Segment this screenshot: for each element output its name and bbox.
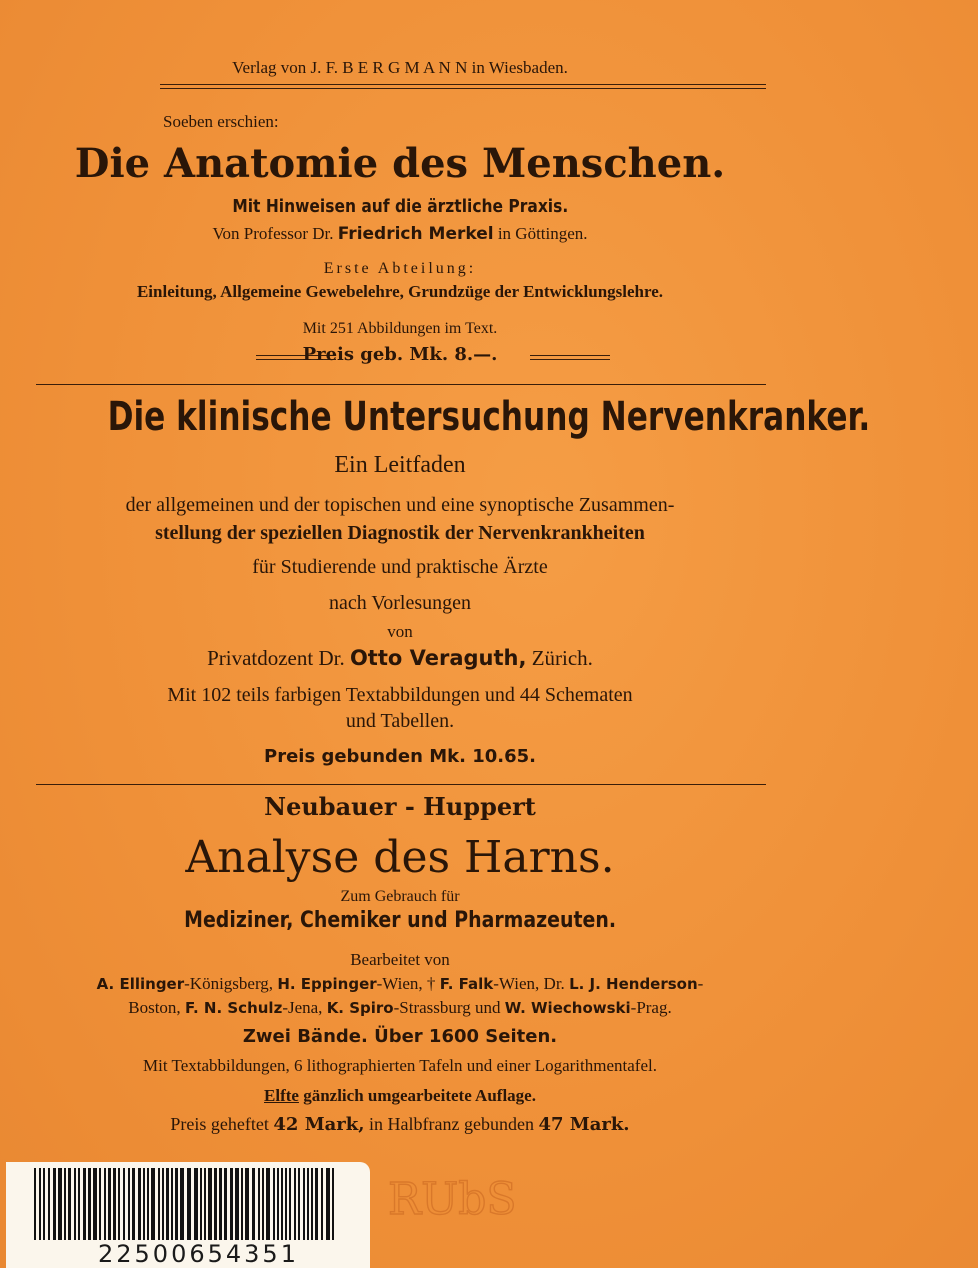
barcode-bar	[235, 1168, 239, 1240]
barcode-bar	[258, 1168, 260, 1240]
book2-title: Die klinische Untersuchung Nervenkranker.	[107, 394, 871, 440]
library-stamp	[384, 1166, 517, 1226]
barcode-bar	[252, 1168, 255, 1240]
contributor-place: -Prag.	[630, 998, 672, 1017]
contributor-name: F. Falk	[439, 975, 494, 993]
barcode-bar	[332, 1168, 334, 1240]
barcode-bar	[138, 1168, 141, 1240]
header-double-rule	[160, 84, 766, 85]
contributor-place: -Königsberg,	[184, 974, 278, 993]
book3-title: Analyse des Harns.	[185, 832, 615, 883]
barcode-bar	[108, 1168, 111, 1240]
barcode-bar	[99, 1168, 101, 1240]
book3-illustrations: Mit Textabbildungen, 6 lithographierten Tafeln und einer Logarithmentafel.	[143, 1056, 657, 1075]
book1-part: Erste Abteilung:	[323, 260, 477, 277]
book2-line4: nach Vorlesungen	[328, 592, 471, 614]
book2-lead: Ein Leitfaden	[334, 452, 466, 478]
book1-illustrations: Mit 251 Abbildungen im Text.	[302, 320, 498, 337]
book2-author: Privatdozent Dr. Otto Veraguth, Zürich.	[207, 646, 593, 670]
barcode-bar	[147, 1168, 149, 1240]
barcode-bar	[204, 1168, 206, 1240]
barcode-bar	[298, 1168, 300, 1240]
barcode-bar	[104, 1168, 106, 1240]
barcode-bar	[311, 1168, 313, 1240]
section-divider-1	[36, 384, 766, 385]
barcode-bar	[175, 1168, 178, 1240]
barcode-bar	[326, 1168, 330, 1240]
book3-contributors-1	[0, 974, 800, 994]
book1-contents: Einleitung, Allgemeine Gewebelehre, Grundzüge der Entwicklungslehre.	[136, 282, 664, 301]
barcode-bar	[34, 1168, 36, 1240]
barcode-bar	[219, 1168, 222, 1240]
barcode-bar	[88, 1168, 91, 1240]
barcode-bar	[43, 1168, 45, 1240]
book1-price: Preis geb. Mk. 8.—.	[302, 344, 498, 365]
contributor-name: F. N. Schulz	[184, 999, 283, 1017]
contributor-place: -Wien, Dr.	[493, 974, 570, 993]
book3-edition: Elfte gänzlich umgearbeitete Auflage.	[264, 1086, 536, 1105]
book3-price: Preis geheftet 42 Mark, in Halbfranz gebunden 47 Mark.	[170, 1114, 630, 1135]
contributor-place: -Strassburg und	[393, 998, 505, 1017]
barcode-bar	[200, 1168, 202, 1240]
barcode-bar	[166, 1168, 169, 1240]
book1-subtitle: Mit Hinweisen auf die ärztliche Praxis.	[232, 196, 568, 217]
contributor-name: K. Spiro	[326, 999, 394, 1017]
barcode-bar	[214, 1168, 217, 1240]
barcode-bar	[58, 1168, 62, 1240]
barcode-bar	[74, 1168, 76, 1240]
barcode-bar	[321, 1168, 323, 1240]
contributor-name: A. Ellinger	[96, 975, 185, 993]
barcode-bar	[64, 1168, 66, 1240]
barcode-bar	[281, 1168, 283, 1240]
book3-authors: Neubauer - Huppert	[264, 792, 536, 821]
price-rule-right	[530, 355, 610, 356]
barcode-bar	[285, 1168, 287, 1240]
barcode-bar	[262, 1168, 264, 1240]
contributor-name: L. J. Henderson	[569, 975, 698, 993]
stamp-text: RUbS	[388, 1174, 517, 1225]
barcode-bar	[93, 1168, 97, 1240]
barcode-bar	[48, 1168, 50, 1240]
barcode-bar	[208, 1168, 212, 1240]
book2-line1: der allgemeinen und der topischen und eine synoptische Zusammen-	[125, 494, 675, 516]
contributor-place: -Jena,	[282, 998, 327, 1017]
barcode-bar	[194, 1168, 198, 1240]
barcode-bar	[78, 1168, 80, 1240]
barcode-number: 22500654351	[98, 1240, 299, 1268]
barcode-bar	[132, 1168, 135, 1240]
contributor-place: Boston,	[128, 998, 185, 1017]
barcode-bar	[123, 1168, 125, 1240]
barcode-bar	[241, 1168, 243, 1240]
barcode-bar	[315, 1168, 318, 1240]
book2-illustrations-2: und Tabellen.	[345, 710, 455, 732]
barcode-bar	[162, 1168, 164, 1240]
barcode-bar	[151, 1168, 155, 1240]
book1-author: Von Professor Dr. Friedrich Merkel in Göttingen.	[212, 224, 588, 244]
book3-audience: Mediziner, Chemiker und Pharmazeuten.	[184, 908, 616, 933]
book2-line2: stellung der speziellen Diagnostik der Nervenkrankheiten	[155, 522, 645, 544]
publisher-header: Verlag von J. F. B E R G M A N N in Wiesbaden.	[232, 58, 568, 77]
barcode-bar	[68, 1168, 71, 1240]
barcode-bar	[158, 1168, 160, 1240]
barcode-bar	[143, 1168, 145, 1240]
barcode-bar	[128, 1168, 130, 1240]
book3-contributors-2	[0, 998, 800, 1018]
barcode-bar	[83, 1168, 86, 1240]
barcode-bar	[303, 1168, 305, 1240]
barcode-bar	[39, 1168, 41, 1240]
book2-von: von	[387, 622, 413, 641]
barcode-bar	[307, 1168, 309, 1240]
contributor-place: -Wien, †	[376, 974, 440, 993]
barcode-bar	[294, 1168, 296, 1240]
contributor-place: -	[697, 974, 704, 993]
book2-price: Preis gebunden Mk. 10.65.	[264, 746, 536, 767]
barcode-bar	[289, 1168, 291, 1240]
book3-bearbeitet: Bearbeitet von	[350, 950, 450, 969]
barcode-bar	[266, 1168, 270, 1240]
book2-illustrations-1: Mit 102 teils farbigen Textabbildungen und 44 Schematen	[167, 684, 633, 706]
intro-label: Soeben erschien:	[163, 112, 279, 131]
barcode-bar	[230, 1168, 233, 1240]
contributor-name: H. Eppinger	[277, 975, 377, 993]
section-divider-2	[36, 784, 766, 785]
barcode-bar	[118, 1168, 120, 1240]
barcode-icon	[34, 1168, 342, 1240]
book1-title: Die Anatomie des Menschen.	[74, 140, 726, 187]
barcode-bar	[245, 1168, 249, 1240]
barcode-bar	[224, 1168, 227, 1240]
book3-zum: Zum Gebrauch für	[340, 888, 460, 905]
barcode-bar	[277, 1168, 279, 1240]
barcode-bar	[187, 1168, 191, 1240]
book2-line3: für Studierende und praktische Ärzte	[252, 556, 548, 578]
barcode-bar	[53, 1168, 56, 1240]
barcode-bar	[180, 1168, 184, 1240]
book3-volumes: Zwei Bände. Über 1600 Seiten.	[242, 1026, 558, 1047]
barcode-bar	[113, 1168, 116, 1240]
barcode-bar	[273, 1168, 275, 1240]
contributor-name: W. Wiechowski	[504, 999, 631, 1017]
barcode-bar	[171, 1168, 173, 1240]
